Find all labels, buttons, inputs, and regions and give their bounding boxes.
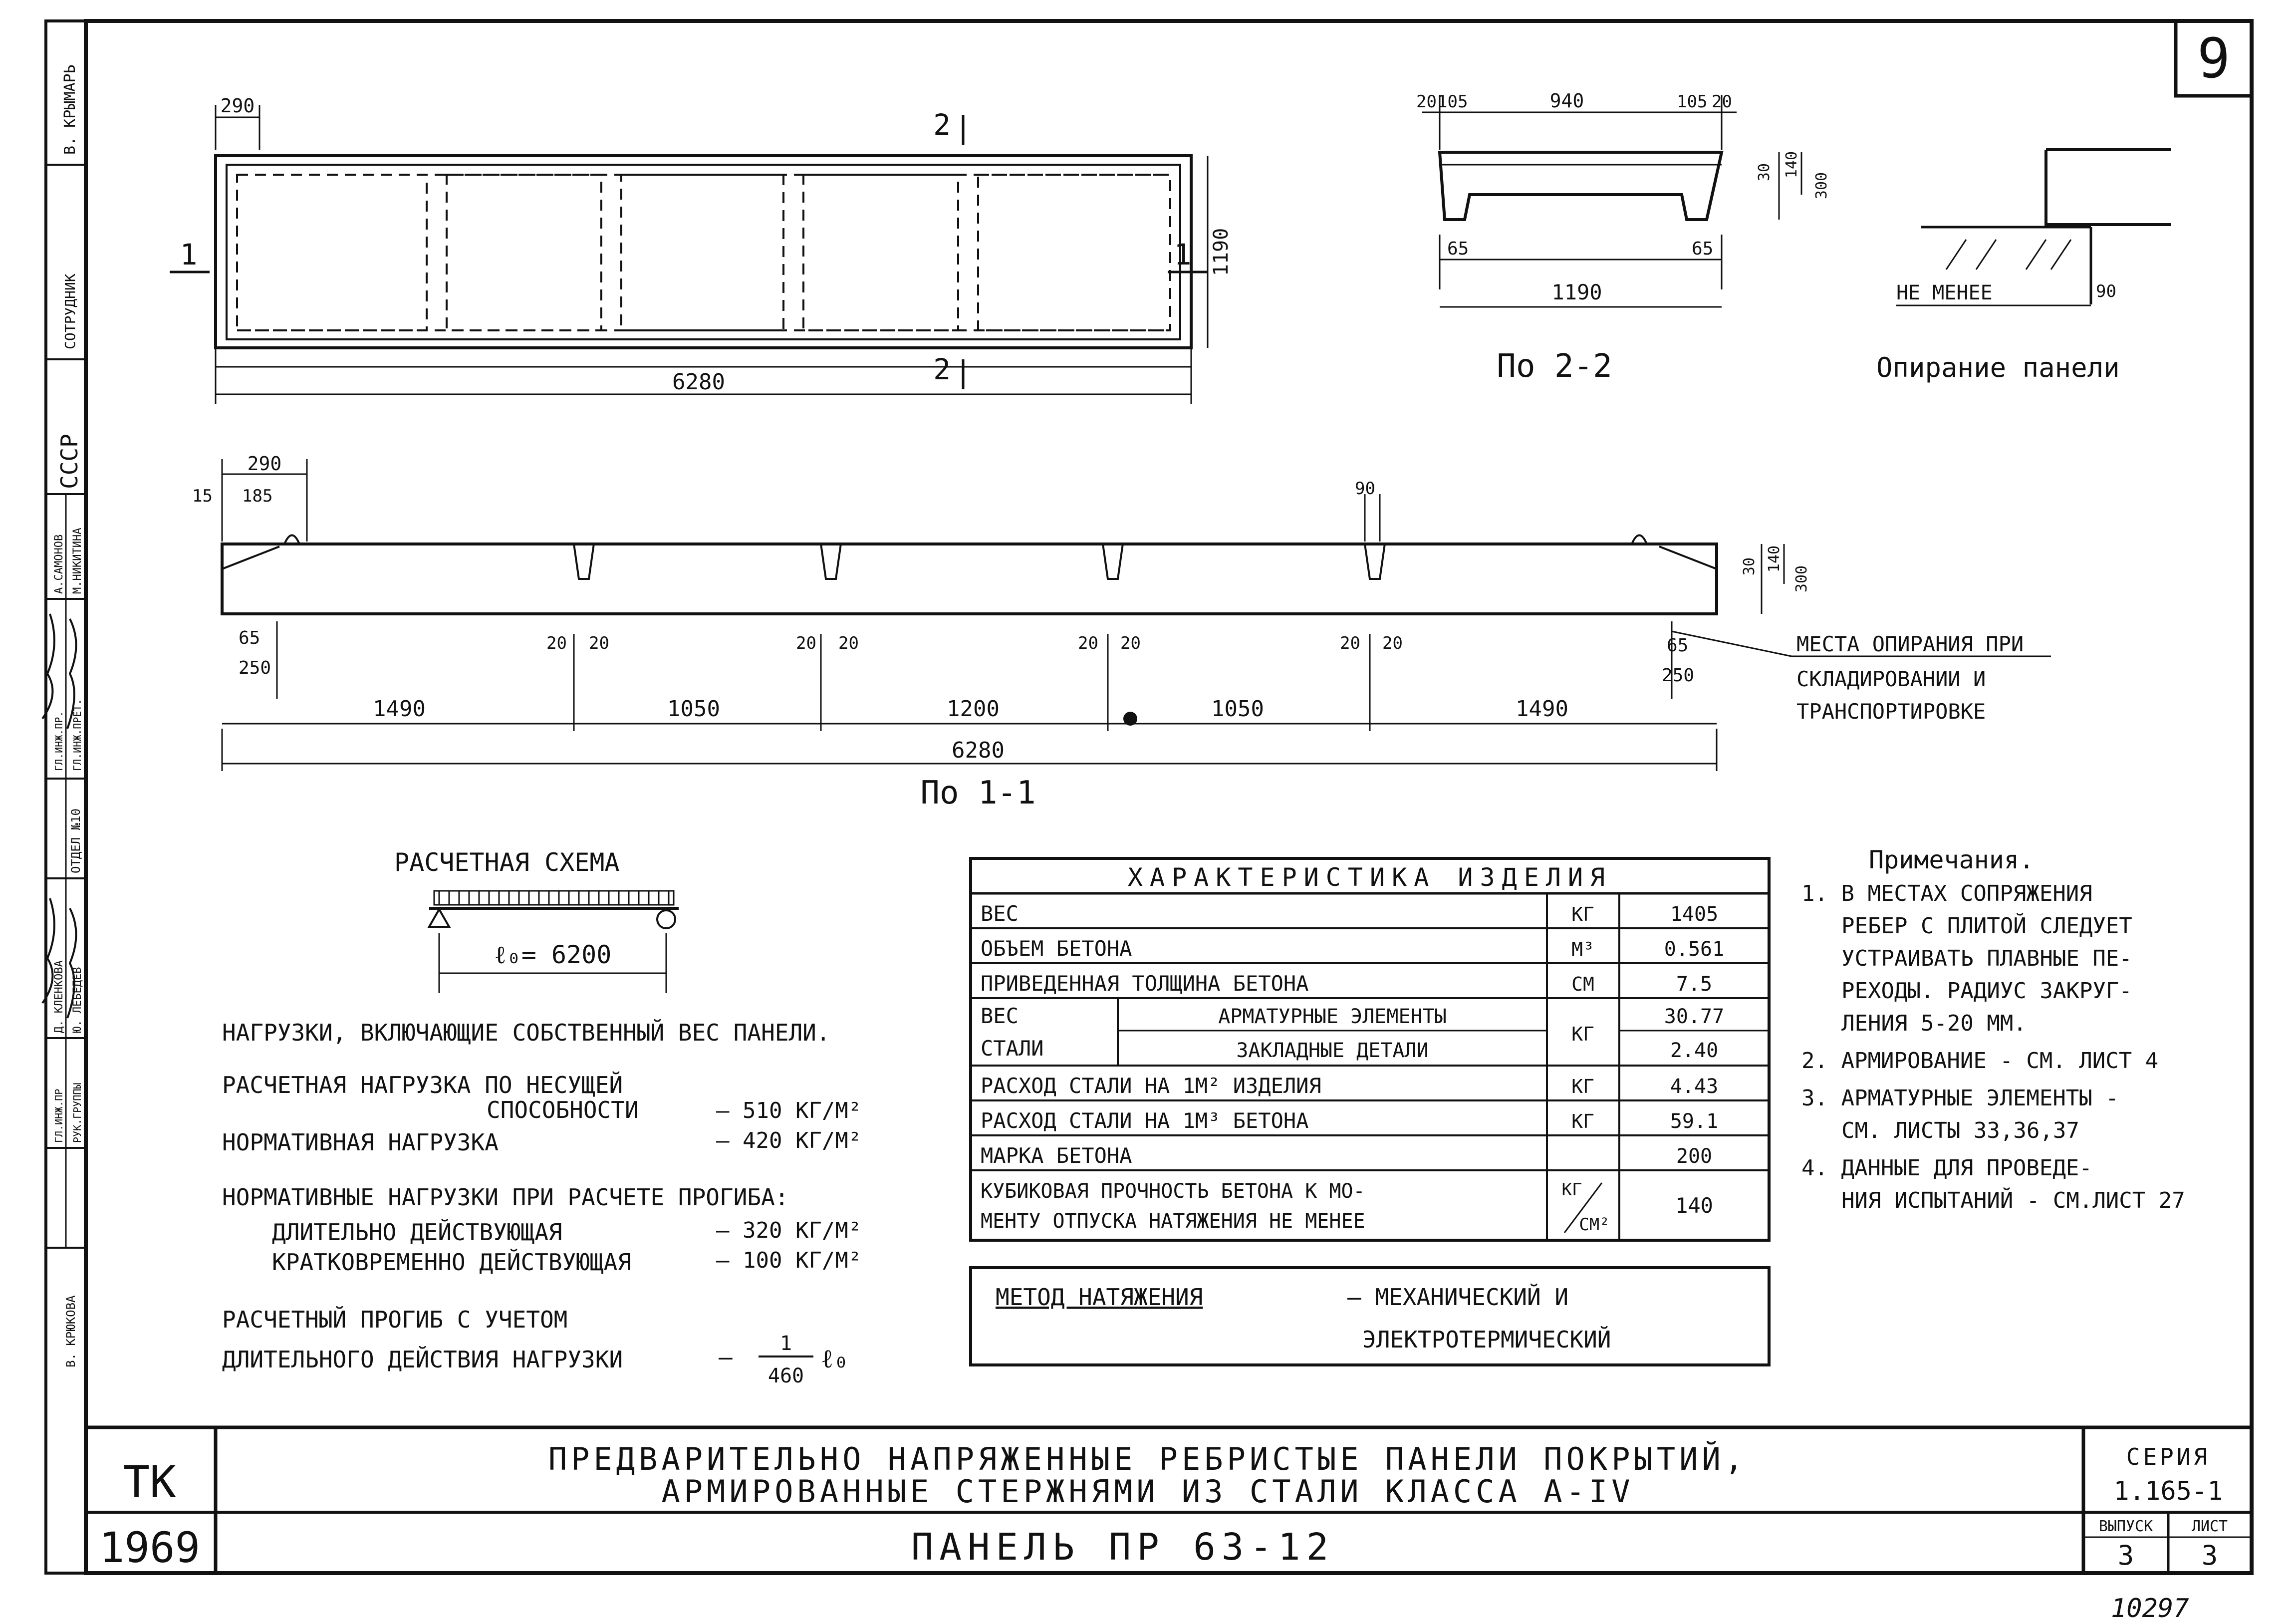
s11-end-65-left: 65 bbox=[239, 628, 260, 648]
s22-dim-20-right: 20 bbox=[1712, 92, 1732, 112]
plan-top-dim: 290 bbox=[220, 95, 255, 117]
s11-caption: По 1-1 bbox=[920, 775, 1036, 812]
stamp-role-1: ГЛ.ИНЖ.ПР. bbox=[53, 711, 65, 771]
s11-rib-20h: 20 bbox=[1382, 633, 1403, 653]
plan-section-mark-right: 1 bbox=[1174, 238, 1192, 271]
char-embedded-value: 2.40 bbox=[1670, 1039, 1719, 1062]
char-steel-m2-value: 4.43 bbox=[1670, 1075, 1719, 1098]
note-1-line-3: УСТРАИВАТЬ ПЛАВНЫЕ ПЕ- bbox=[1841, 946, 2132, 971]
title-sheet-label: ЛИСТ bbox=[2191, 1518, 2228, 1535]
loads-design-l1: РАСЧЕТНАЯ НАГРУЗКА ПО НЕСУЩЕЙ bbox=[222, 1072, 623, 1098]
char-steel-m3-unit: КГ bbox=[1571, 1110, 1594, 1132]
s11-span-2: 1050 bbox=[667, 696, 720, 722]
stamp-org-employee: СОТРУДНИК bbox=[62, 273, 78, 349]
loads-deflection-dash: – bbox=[719, 1344, 733, 1370]
s22-width: 1190 bbox=[1551, 280, 1602, 304]
s11-support-note-1: МЕСТА ОПИРАНИЯ ПРИ bbox=[1796, 632, 2024, 656]
stamp-name-1: А.САМОНОВ bbox=[53, 534, 65, 594]
title-year: 1969 bbox=[99, 1523, 201, 1572]
char-rebar-value: 30.77 bbox=[1664, 1005, 1725, 1028]
char-steel-m3-label: РАСХОД СТАЛИ НА 1М³ БЕТОНА bbox=[981, 1108, 1309, 1133]
s11-span-4: 1050 bbox=[1211, 696, 1264, 722]
plan-section-mark-left: 1 bbox=[180, 238, 198, 271]
char-weight-unit: КГ bbox=[1571, 903, 1594, 925]
s22-h-140: 140 bbox=[1783, 151, 1800, 179]
note-4-line-2: НИЯ ИСПЫТАНИЙ - СМ.ЛИСТ 27 bbox=[1841, 1188, 2185, 1213]
char-grade-value: 200 bbox=[1676, 1145, 1713, 1168]
s11-rib-20c: 20 bbox=[796, 633, 816, 653]
stamp-name-3: Д. КЛЕНКОВА bbox=[53, 960, 65, 1033]
title-sheet: 3 bbox=[2201, 1540, 2218, 1571]
char-weight-label: ВЕС bbox=[981, 901, 1019, 926]
s11-span-3: 1200 bbox=[947, 696, 1000, 722]
loads-normative: НОРМАТИВНАЯ НАГРУЗКА bbox=[222, 1129, 499, 1156]
stamp-role-3: ГЛ.ИНЖ.ПР bbox=[53, 1088, 65, 1143]
s11-h-30: 30 bbox=[1741, 557, 1758, 576]
char-steel-m3-value: 59.1 bbox=[1670, 1110, 1719, 1133]
note-1-line-2: РЕБЕР С ПЛИТОЙ СЛЕДУЕТ bbox=[1841, 913, 2132, 939]
stamp-org-top: В. КРЫМАРЬ bbox=[61, 64, 79, 155]
stamp-role-5: ОТДЕЛ №10 bbox=[69, 808, 83, 873]
design-scheme bbox=[394, 848, 679, 993]
plan-width-dim: 1190 bbox=[1210, 228, 1233, 276]
char-thickness-unit: СМ bbox=[1571, 973, 1594, 995]
support-detail bbox=[1876, 150, 2171, 383]
loads-design-val: – 510 КГ/М² bbox=[716, 1098, 862, 1123]
notes-block bbox=[1801, 845, 2185, 1213]
sheet-frame bbox=[86, 21, 2252, 1573]
s11-support-note-2: СКЛАДИРОВАНИИ И bbox=[1796, 667, 1986, 691]
tension-label: МЕТОД НАТЯЖЕНИЯ bbox=[996, 1284, 1203, 1311]
note-1-line-4: РЕХОДЫ. РАДИУС ЗАКРУГ- bbox=[1841, 978, 2132, 1004]
s11-end-250-left: 250 bbox=[239, 658, 271, 678]
char-steel-group-2: СТАЛИ bbox=[981, 1036, 1044, 1061]
s22-h-300: 300 bbox=[1813, 172, 1830, 200]
title-line-2: АРМИРОВАННЫЕ СТЕРЖНЯМИ ИЗ СТАЛИ КЛАССА А-IV bbox=[661, 1473, 1634, 1510]
loads-long-term: ДЛИТЕЛЬНО ДЕЙСТВУЮЩАЯ bbox=[272, 1219, 562, 1246]
section-1-1 bbox=[192, 453, 2051, 812]
s11-rib-90: 90 bbox=[1355, 479, 1375, 499]
tension-line-2: ЭЛЕКТРОТЕРМИЧЕСКИЙ bbox=[1362, 1326, 1611, 1353]
s11-span-1: 1490 bbox=[373, 696, 426, 722]
loads-long-term-val: – 320 КГ/М² bbox=[716, 1218, 862, 1243]
plan-section-mark-top: 2 bbox=[933, 108, 951, 142]
note-2-line-1: 2. АРМИРОВАНИЕ - СМ. ЛИСТ 4 bbox=[1801, 1048, 2159, 1074]
char-steel-m2-unit: КГ bbox=[1571, 1076, 1594, 1097]
s11-end-250-right: 250 bbox=[1662, 665, 1695, 686]
sheet-number: 9 bbox=[2197, 26, 2231, 90]
side-stamp bbox=[42, 21, 86, 1573]
support-note: НЕ МЕНЕЕ bbox=[1896, 281, 1993, 304]
s11-support-note-3: ТРАНСПОРТИРОВКЕ bbox=[1796, 699, 1986, 724]
s22-h-30: 30 bbox=[1756, 163, 1773, 182]
char-embedded-label: ЗАКЛАДНЫЕ ДЕТАЛИ bbox=[1236, 1039, 1429, 1062]
section-2-2 bbox=[1416, 90, 1830, 385]
title-code: ТК bbox=[123, 1456, 176, 1508]
s11-rib-20d: 20 bbox=[838, 633, 859, 653]
note-1-line-5: ЛЕНИЯ 5-20 ММ. bbox=[1841, 1011, 2027, 1036]
s22-dim-940: 940 bbox=[1549, 90, 1584, 112]
note-1-line-1: 1. В МЕСТАХ СОПРЯЖЕНИЯ bbox=[1801, 881, 2092, 906]
loads-normative-val: – 420 КГ/М² bbox=[716, 1128, 862, 1153]
stamp-name-5: В. КРЮКОВА bbox=[64, 1295, 78, 1367]
loads-deflection-l2: ДЛИТЕЛЬНОГО ДЕЙСТВИЯ НАГРУЗКИ bbox=[222, 1346, 623, 1373]
notes-title: Примечания. bbox=[1869, 845, 2035, 874]
support-caption: Опирание панели bbox=[1876, 352, 2120, 383]
s11-span-5: 1490 bbox=[1516, 696, 1568, 722]
s22-caption: По 2-2 bbox=[1497, 348, 1612, 385]
support-dim: 90 bbox=[2096, 281, 2116, 301]
loads-deflection-heading: НОРМАТИВНЫЕ НАГРУЗКИ ПРИ РАСЧЕТЕ ПРОГИБА: bbox=[222, 1184, 789, 1211]
stamp-role-4: РУК.ГРУППЫ bbox=[71, 1083, 83, 1143]
char-strength-unit-bottom: СМ² bbox=[1579, 1215, 1610, 1235]
s11-rib-20f: 20 bbox=[1120, 633, 1141, 653]
loads-deflection-num: 1 bbox=[779, 1332, 792, 1355]
characteristics-table bbox=[971, 858, 1769, 1240]
loads-design-l2: СПОСОБНОСТИ bbox=[487, 1096, 639, 1123]
title-block bbox=[86, 1427, 2252, 1573]
note-3-line-1: 3. АРМАТУРНЫЕ ЭЛЕМЕНТЫ - bbox=[1801, 1085, 2119, 1111]
char-rebar-label: АРМАТУРНЫЕ ЭЛЕМЕНТЫ bbox=[1218, 1005, 1447, 1028]
note-3-line-2: СМ. ЛИСТЫ 33,36,37 bbox=[1841, 1118, 2079, 1143]
plan-section-mark-bottom: 2 bbox=[933, 352, 951, 386]
char-thickness-value: 7.5 bbox=[1676, 973, 1713, 996]
char-steel-m2-label: РАСХОД СТАЛИ НА 1М² ИЗДЕЛИЯ bbox=[981, 1074, 1321, 1098]
loads-short-term: КРАТКОВРЕМЕННО ДЕЙСТВУЮЩАЯ bbox=[272, 1249, 632, 1276]
s11-rib-20b: 20 bbox=[589, 633, 609, 653]
design-scheme-span: ℓ₀= 6200 bbox=[494, 940, 612, 969]
loads-deflection-sym: ℓ₀ bbox=[821, 1344, 849, 1374]
tension-method-box bbox=[971, 1268, 1769, 1365]
title-panel: ПАНЕЛЬ ПР 63-12 bbox=[911, 1526, 1335, 1569]
s11-h-300: 300 bbox=[1793, 565, 1810, 593]
char-title: ХАРАКТЕРИСТИКА ИЗДЕЛИЯ bbox=[1127, 863, 1612, 892]
loads-block bbox=[222, 1019, 861, 1387]
char-strength-unit-top: КГ bbox=[1561, 1180, 1582, 1200]
char-volume-value: 0.561 bbox=[1664, 938, 1725, 961]
s11-top-290: 290 bbox=[247, 453, 282, 475]
char-strength-l2: МЕНТУ ОТПУСКА НАТЯЖЕНИЯ НЕ МЕНЕЕ bbox=[981, 1210, 1365, 1233]
stamp-role-2: ГЛ.ИНЖ.ПРЕТ. bbox=[71, 699, 83, 771]
s11-rib-20e: 20 bbox=[1078, 633, 1098, 653]
char-steel-unit: КГ bbox=[1571, 1023, 1594, 1045]
note-4-line-1: 4. ДАННЫЕ ДЛЯ ПРОВЕДЕ- bbox=[1801, 1155, 2092, 1181]
title-line-1: ПРЕДВАРИТЕЛЬНО НАПРЯЖЕННЫЕ РЕБРИСТЫЕ ПАНЕЛИ ПОКРЫТИЙ, bbox=[548, 1441, 1748, 1477]
title-issue-label: ВЫПУСК bbox=[2098, 1518, 2153, 1535]
char-thickness-label: ПРИВЕДЕННАЯ ТОЛЩИНА БЕТОНА bbox=[981, 971, 1309, 996]
s11-rib-20a: 20 bbox=[546, 633, 567, 653]
s11-end-65-right: 65 bbox=[1667, 635, 1689, 656]
stamp-name-4: Ю. ЛЕБЕДЕВ bbox=[71, 967, 84, 1033]
s22-dim-105-right: 105 bbox=[1677, 92, 1708, 112]
char-steel-group-1: ВЕС bbox=[981, 1004, 1019, 1028]
stamp-org-ussr: СССР bbox=[56, 434, 83, 489]
s22-rib-left: 65 bbox=[1447, 239, 1469, 259]
s11-h-140: 140 bbox=[1766, 545, 1783, 573]
tension-line-1: – МЕХАНИЧЕСКИЙ И bbox=[1347, 1284, 1569, 1311]
loads-short-term-val: – 100 КГ/М² bbox=[716, 1248, 862, 1273]
plan-view bbox=[170, 95, 1233, 404]
design-scheme-title: РАСЧЕТНАЯ СХЕМА bbox=[394, 848, 620, 877]
loads-heading: НАГРУЗКИ, ВКЛЮЧАЮЩИЕ СОБСТВЕННЫЙ ВЕС ПАНЕЛИ. bbox=[222, 1019, 830, 1046]
plan-length-dim: 6280 bbox=[672, 369, 725, 395]
char-volume-unit: М³ bbox=[1571, 938, 1594, 960]
s11-total: 6280 bbox=[952, 738, 1005, 763]
s11-top-15: 15 bbox=[192, 486, 213, 506]
s22-dim-105-left: 105 bbox=[1437, 92, 1468, 112]
char-weight-value: 1405 bbox=[1670, 903, 1719, 926]
ink-dot bbox=[1123, 712, 1137, 726]
loads-deflection-den: 460 bbox=[767, 1364, 804, 1387]
s11-top-185: 185 bbox=[242, 486, 273, 506]
s22-dim-20-left: 20 bbox=[1416, 92, 1437, 112]
title-series-label: СЕРИЯ bbox=[2126, 1443, 2211, 1470]
stamp-name-2: М.НИКИТИНА bbox=[71, 528, 84, 594]
char-grade-label: МАРКА БЕТОНА bbox=[981, 1143, 1132, 1168]
char-strength-l1: КУБИКОВАЯ ПРОЧНОСТЬ БЕТОНА К МО- bbox=[981, 1180, 1365, 1203]
char-strength-value: 140 bbox=[1675, 1193, 1713, 1218]
char-volume-label: ОБЪЕМ БЕТОНА bbox=[981, 936, 1132, 961]
sheet-number-box bbox=[2176, 21, 2252, 96]
s11-rib-20g: 20 bbox=[1340, 633, 1360, 653]
title-series: 1.165-1 bbox=[2113, 1476, 2223, 1506]
s22-rib-right: 65 bbox=[1692, 239, 1714, 259]
loads-deflection-l1: РАСЧЕТНЫЙ ПРОГИБ С УЧЕТОМ bbox=[222, 1306, 568, 1333]
title-issue: 3 bbox=[2117, 1540, 2134, 1571]
archive-stamp: 10297 bbox=[2111, 1594, 2189, 1624]
